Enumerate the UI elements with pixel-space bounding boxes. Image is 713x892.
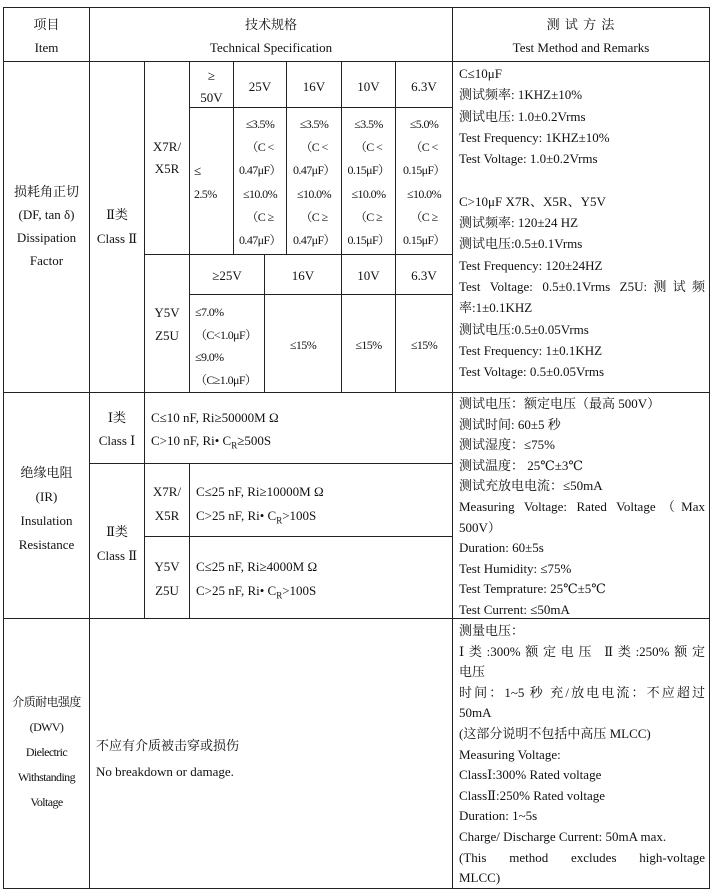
df-item-line: Dissipation — [16, 230, 77, 245]
dwv-item-line: Withstanding — [18, 770, 75, 784]
df-remark-line: 测试电压: 1.0±0.2Vrms — [459, 108, 586, 124]
ir-x7r-type: X5R — [154, 508, 180, 523]
df-x7r-voltage: 25V — [248, 79, 272, 94]
df-y5v-voltage: 6.3V — [411, 268, 437, 283]
df-x7r-type: X5R — [154, 161, 180, 176]
df-x7r-cell-line: （C < — [300, 140, 328, 155]
df-x7r-cell-line: （C ≥ — [410, 209, 438, 224]
dwv-spec-en: No breakdown or damage. — [96, 764, 234, 779]
df-x7r-cell-line: 0.15μF） — [403, 163, 445, 178]
ir-remark-line: Measuring Voltage: Rated Voltage（Max — [459, 498, 705, 514]
df-y5v-type: Y5V — [154, 305, 180, 320]
ir-remark-line: 测试湿度：≤75% — [459, 437, 555, 453]
dwv-item-line: (DWV) — [29, 720, 64, 734]
dwv-remark-line: Measuring Voltage: — [459, 746, 561, 762]
dwv-remarks — [459, 621, 705, 889]
df-x7r-voltage-50v-symbol: ≥ — [207, 68, 216, 83]
header-item-cn: 项目 — [33, 17, 60, 32]
ir-item-line: (IR) — [35, 489, 58, 504]
df-item-line: (DF, tan δ) — [18, 207, 75, 222]
dwv-remark-line: Duration: 1~5s — [459, 808, 538, 824]
df-x7r-cell-line: （C ≥ — [354, 209, 383, 224]
ir-remark-line: 测试充放电电流：≤50mA — [459, 478, 603, 494]
ir-y5v-line: C>25 nF, Ri• $C_R>100S$ — [196, 583, 317, 601]
dwv-remark-line: MLCC) — [459, 870, 501, 886]
ir-y5v-type: Z5U — [155, 583, 179, 598]
df-y5v-value-6v3: ≤15% — [410, 338, 438, 352]
df-y5v-cell-line: （C≥1.0μF） — [195, 372, 257, 387]
ir-y5v-type: Y5V — [154, 559, 180, 574]
df-x7r-cell-line: ≤5.0% — [409, 117, 439, 131]
header-spec-cn: 技术规格 — [244, 17, 297, 32]
df-x7r-cell-line: （C ≥ — [300, 209, 328, 224]
df-x7r-cell-line: ≤3.5% — [354, 117, 383, 131]
df-item-name — [4, 180, 89, 272]
header-test-en: Test Method and Remarks — [512, 40, 650, 55]
df-remark-line: Test Voltage: 0.5±0.1Vrms Z5U:测试频 — [459, 278, 705, 294]
ir-class1-cn: Ⅰ类 — [107, 410, 127, 425]
df-remarks — [459, 63, 705, 382]
dwv-remark-line: 50mA — [459, 705, 492, 721]
df-x7r-cell-line: 0.15μF） — [347, 163, 390, 178]
df-x7r-cell-10v — [342, 113, 395, 252]
df-remark-line: 测试频率: 1KHZ±10% — [459, 87, 583, 103]
df-item-line: 损耗角正切 — [13, 184, 79, 199]
df-remark-line: 率:1±0.1KHZ — [459, 300, 533, 316]
df-x7r-cell-25v — [234, 113, 286, 252]
df-x7r-cell-line: 0.47μF） — [293, 233, 335, 248]
df-remark-line: Test Frequency: 120±24HZ — [459, 257, 603, 273]
ir-class1-line: C≤10 nF, Ri≥50000M Ω — [151, 410, 279, 425]
df-x7r-voltage: 16V — [302, 79, 326, 94]
df-x7r-voltage: 10V — [357, 79, 380, 94]
ir-x7r-line: C≤25 nF, Ri≥10000M Ω — [196, 484, 324, 499]
df-x7r-cell-line: 0.47μF） — [239, 233, 281, 248]
dwv-remark-line: ClassⅡ:250% Rated voltage — [459, 787, 606, 803]
header-spec-en: Technical Specification — [209, 40, 333, 55]
dwv-remark-line: 电压 — [459, 664, 486, 680]
df-y5v-voltage: 10V — [357, 268, 380, 283]
dwv-remark-line: Ⅰ类:300%额定电压 Ⅱ类:250%额定 — [459, 643, 705, 659]
df-remark-line: C>10μF X7R、X5R、Y5V — [459, 193, 606, 209]
ir-class1-en: Class Ⅰ — [98, 433, 136, 448]
df-class-cn: Ⅱ类 — [106, 207, 128, 222]
dwv-item-name — [4, 690, 89, 815]
df-item-line: Factor — [29, 253, 64, 268]
ir-class2-en: Class Ⅱ — [96, 548, 138, 563]
df-remark-line: 测试频率: 120±24 HZ — [459, 215, 579, 231]
df-x7r-cell-line: 0.47μF） — [239, 163, 281, 178]
df-x7r-cell-16v — [287, 113, 341, 252]
df-y5v-voltage: ≥25V — [212, 268, 242, 283]
dwv-item-line: Voltage — [30, 795, 63, 809]
df-x7r-cell-line: ≤10.0% — [243, 186, 277, 201]
dwv-remark-line: (这部分说明不包括中高压 MLCC) — [459, 725, 651, 741]
df-x7r-cell-line: 0.15μF） — [403, 233, 445, 248]
ir-class1-line: C>10 nF, Ri• $C_R\ge 500S$ — [151, 433, 272, 451]
df-x7r-type: X7R/ — [152, 139, 182, 154]
ir-x7r-type: X7R/ — [152, 484, 182, 499]
df-y5v-value-16v: ≤15% — [289, 338, 317, 352]
df-remark-line: 测试电压:0.5±0.1Vrms — [459, 236, 583, 252]
ir-remark-line: Test Temprature: 25℃±5℃ — [459, 581, 606, 597]
ir-remark-line: Duration: 60±5s — [459, 540, 544, 556]
df-remark-line: Test Voltage: 0.5±0.05Vrms — [459, 364, 605, 380]
df-y5v-cell-line: ≤9.0% — [195, 350, 224, 364]
dwv-remark-line: (This method excludes high-voltage — [459, 849, 705, 865]
df-y5v-type: Z5U — [155, 328, 179, 343]
ir-item-name — [4, 461, 89, 557]
ir-remark-line: 测试电压：额定电压（最高 500V） — [459, 396, 661, 411]
df-x7r-cell-line: （C < — [246, 140, 274, 155]
dwv-remark-line: ClassⅠ:300% Rated voltage — [459, 767, 602, 783]
ir-class2-cn: Ⅱ类 — [106, 524, 128, 539]
df-y5v-cell-line: ≤7.0% — [195, 305, 224, 319]
ir-remark-line: 测试温度： 25℃±3℃ — [459, 457, 583, 473]
dwv-item-line: 介质耐电强度 — [12, 695, 81, 709]
ir-remark-line: Test Humidity: ≤75% — [459, 560, 572, 576]
df-x7r-cell-line: 0.15μF） — [347, 233, 390, 248]
df-remark-line — [459, 169, 705, 190]
ir-item-line: Insulation — [20, 513, 73, 528]
dwv-remark-line: 时间：1~5 秒 充/放电电流：不应超过 — [459, 684, 705, 700]
ir-x7r-line: C>25 nF, Ri• $C_R>100S$ — [196, 508, 317, 526]
ir-y5v-line: C≤25 nF, Ri≥4000M Ω — [196, 559, 318, 574]
df-x7r-cell-line: ≤10.0% — [407, 186, 441, 201]
df-x7r-cell-line: ≤10.0% — [297, 186, 331, 201]
df-x7r-cell-6v3 — [396, 113, 452, 252]
df-y5v-cell-line: （C<1.0μF） — [195, 327, 257, 342]
df-class-en: Class Ⅱ — [96, 231, 138, 246]
df-x7r-value-50v: 2.5% — [194, 187, 217, 201]
dwv-remark-line: 测量电压： — [459, 623, 525, 638]
ir-remark-line: 测试时间: 60±5 秒 — [459, 416, 561, 432]
df-remark-line: Test Voltage: 1.0±0.2Vrms — [459, 151, 598, 167]
df-x7r-value-50v-symbol: ≤ — [194, 163, 202, 178]
header-test-cn: 测 试 方 法 — [546, 17, 616, 32]
df-x7r-cell-line: （C < — [410, 140, 438, 155]
df-x7r-voltage: 6.3V — [411, 79, 437, 94]
df-x7r-cell-line: ≤3.5% — [245, 117, 275, 131]
df-remark-line: Test Frequency: 1±0.1KHZ — [459, 342, 603, 358]
df-x7r-cell-line: （C ≥ — [246, 209, 274, 224]
df-x7r-voltage-50v: 50V — [200, 90, 223, 105]
df-remark-line: 测试电压:0.5±0.05Vrms — [459, 321, 589, 337]
df-y5v-value-10v: ≤15% — [355, 338, 382, 352]
df-x7r-cell-line: （C < — [354, 140, 383, 155]
df-x7r-cell-line: ≤10.0% — [351, 186, 386, 201]
df-x7r-cell-line: 0.47μF） — [293, 163, 335, 178]
ir-item-line: 绝缘电阻 — [20, 465, 73, 480]
ir-remark-line: Test Current: ≤50mA — [459, 601, 570, 617]
dwv-remark-line: Charge/ Discharge Current: 50mA max. — [459, 828, 667, 844]
ir-item-line: Resistance — [18, 537, 75, 552]
df-y5v-cell-25v — [195, 301, 256, 391]
df-x7r-cell-line: ≤3.5% — [299, 117, 329, 131]
df-remark-line: Test Frequency: 1KHZ±10% — [459, 129, 610, 145]
df-y5v-voltage: 16V — [291, 268, 315, 283]
df-remark-line: C≤10μF — [459, 66, 503, 81]
header-item-en: Item — [34, 40, 59, 55]
dwv-spec-cn: 不应有介质被击穿或损伤 — [96, 738, 240, 753]
ir-remark-line: 500V） — [459, 519, 501, 535]
ir-remarks — [459, 394, 705, 621]
dwv-item-line: Dielectric — [25, 745, 68, 759]
